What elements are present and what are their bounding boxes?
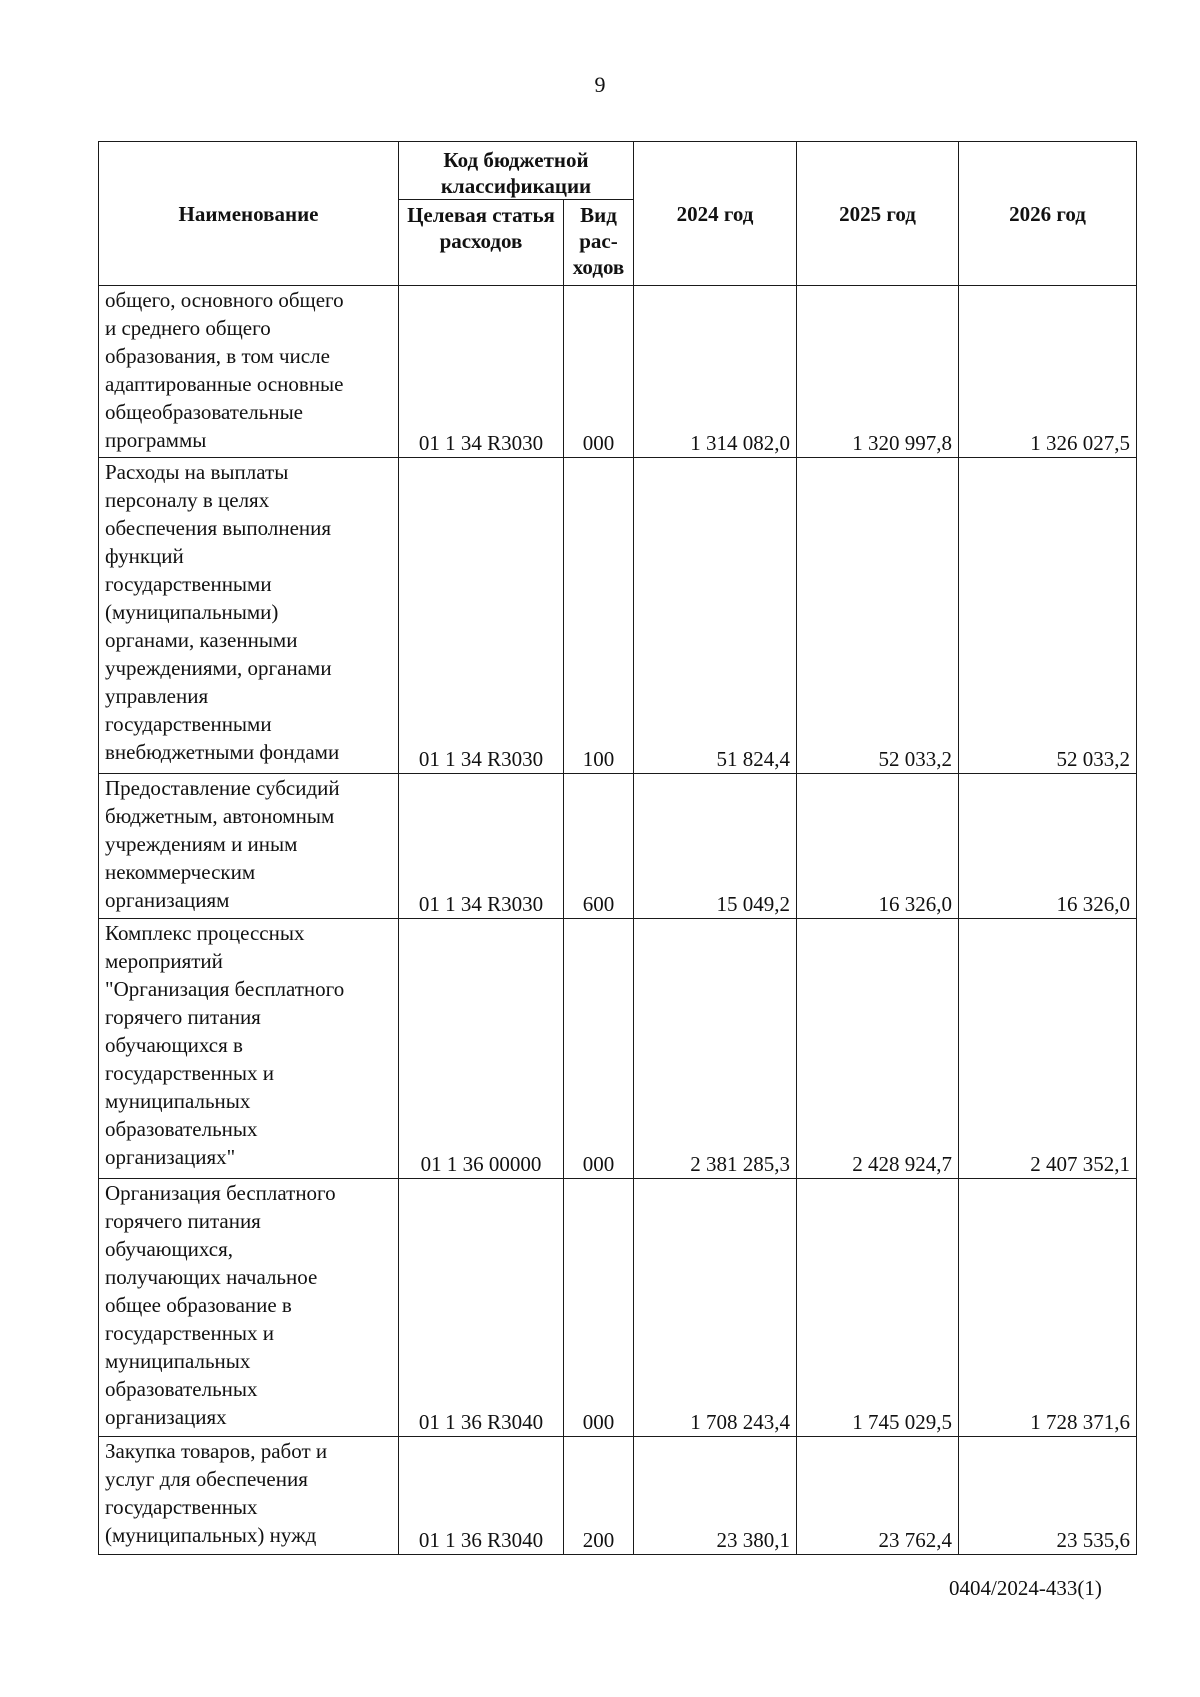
row-value-2026: 1 728 371,6 bbox=[959, 1179, 1137, 1437]
row-expense-type: 000 bbox=[564, 286, 634, 458]
row-value-2025: 1 320 997,8 bbox=[797, 286, 959, 458]
table-row bbox=[99, 286, 1137, 458]
row-value-2025: 2 428 924,7 bbox=[797, 919, 959, 1179]
row-value-2026: 1 326 027,5 bbox=[959, 286, 1137, 458]
header-code-group: Код бюджетной классификации bbox=[399, 142, 634, 200]
header-2026: 2026 год bbox=[959, 142, 1137, 286]
row-value-2024: 51 824,4 bbox=[634, 458, 797, 774]
row-name: Расходы на выплаты персоналу в целях обеспечения выполнения функций государственными (муниципальными) органами, казенными учреждениями, органами управления государственными внебюджетными фондами bbox=[99, 458, 399, 774]
header-target-article: Целевая статья расходов bbox=[399, 200, 564, 286]
header-2024: 2024 год bbox=[634, 142, 797, 286]
row-name: Предоставление субсидий бюджетным, автономным учреждениям и иным некоммерческим организациям bbox=[99, 774, 399, 919]
table-row bbox=[99, 1437, 1137, 1555]
header-name: Наименование bbox=[99, 142, 399, 286]
row-expense-type: 000 bbox=[564, 919, 634, 1179]
row-target-code: 01 1 34 R3030 bbox=[399, 774, 564, 919]
row-value-2025: 1 745 029,5 bbox=[797, 1179, 959, 1437]
row-name: Комплекс процессных мероприятий "Организация бесплатного горячего питания обучающихся в государственных и муниципальных образовательных организациях" bbox=[99, 919, 399, 1179]
row-value-2024: 1 314 082,0 bbox=[634, 286, 797, 458]
row-name: Организация бесплатного горячего питания обучающихся, получающих начальное общее образование в государственных и муниципальных образовательных организациях bbox=[99, 1179, 399, 1437]
table-row bbox=[99, 1179, 1137, 1437]
table-row bbox=[99, 919, 1137, 1179]
row-value-2024: 2 381 285,3 bbox=[634, 919, 797, 1179]
budget-table bbox=[98, 141, 1137, 1555]
row-target-code: 01 1 36 00000 bbox=[399, 919, 564, 1179]
document-id: 0404/2024-433(1) bbox=[949, 1576, 1102, 1600]
row-expense-type: 600 bbox=[564, 774, 634, 919]
header-expense-type: Вид рас-ходов bbox=[564, 200, 634, 286]
row-expense-type: 100 bbox=[564, 458, 634, 774]
row-target-code: 01 1 36 R3040 bbox=[399, 1437, 564, 1555]
row-value-2024: 23 380,1 bbox=[634, 1437, 797, 1555]
row-value-2026: 23 535,6 bbox=[959, 1437, 1137, 1555]
row-expense-type: 000 bbox=[564, 1179, 634, 1437]
row-value-2026: 16 326,0 bbox=[959, 774, 1137, 919]
page-number: 9 bbox=[594, 72, 606, 97]
table-row bbox=[99, 774, 1137, 919]
header-2025: 2025 год bbox=[797, 142, 959, 286]
table-header bbox=[99, 142, 1137, 286]
table-row bbox=[99, 458, 1137, 774]
row-value-2025: 52 033,2 bbox=[797, 458, 959, 774]
table-body bbox=[99, 286, 1137, 1555]
row-value-2024: 15 049,2 bbox=[634, 774, 797, 919]
row-value-2026: 52 033,2 bbox=[959, 458, 1137, 774]
row-name: общего, основного общего и среднего общего образования, в том числе адаптированные основные общеобразовательные программы bbox=[99, 286, 399, 458]
row-target-code: 01 1 34 R3030 bbox=[399, 286, 564, 458]
row-value-2025: 23 762,4 bbox=[797, 1437, 959, 1555]
row-value-2025: 16 326,0 bbox=[797, 774, 959, 919]
row-expense-type: 200 bbox=[564, 1437, 634, 1555]
row-value-2024: 1 708 243,4 bbox=[634, 1179, 797, 1437]
row-target-code: 01 1 34 R3030 bbox=[399, 458, 564, 774]
row-target-code: 01 1 36 R3040 bbox=[399, 1179, 564, 1437]
row-value-2026: 2 407 352,1 bbox=[959, 919, 1137, 1179]
row-name: Закупка товаров, работ и услуг для обеспечения государственных (муниципальных) нужд bbox=[99, 1437, 399, 1555]
